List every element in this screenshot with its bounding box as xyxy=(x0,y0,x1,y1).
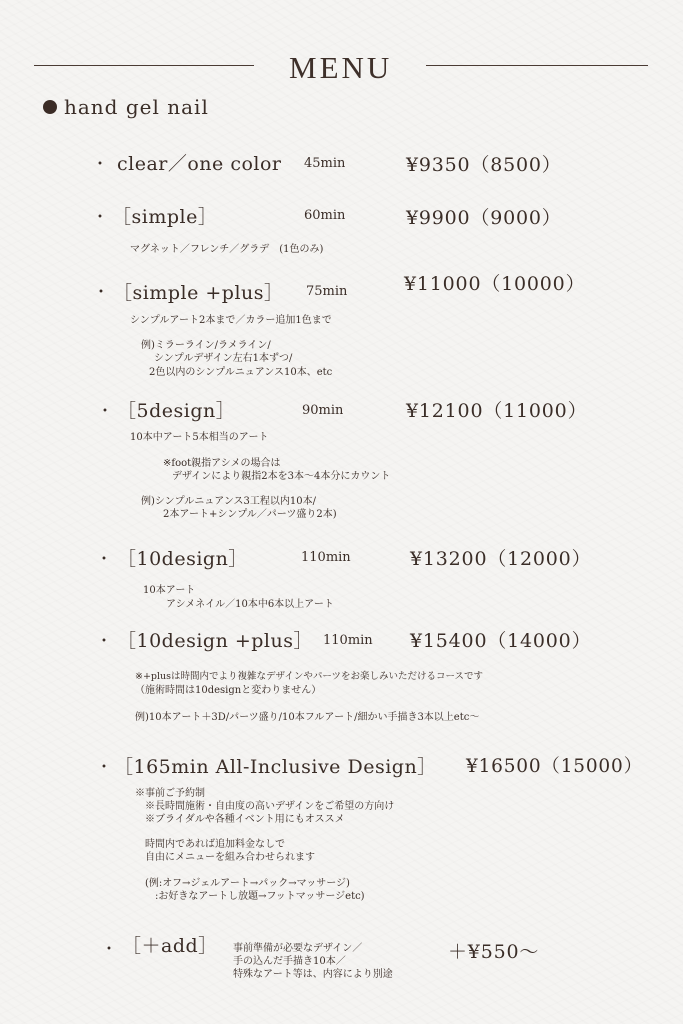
item-name: ［simple +plus］ xyxy=(113,282,284,304)
item-duration: 110min xyxy=(301,550,351,565)
item-note: 例)10本アート＋3D/パーツ盛り/10本フルアート/細かい手描き3本以上etc〜 xyxy=(135,712,480,723)
item-duration: 45min xyxy=(304,156,346,171)
item-price: ¥16500（15000） xyxy=(466,756,643,777)
item-note: 事前準備が必要なデザイン／ xyxy=(233,943,363,954)
item-name: ［10design +plus］ xyxy=(117,630,313,652)
menu-title: MENU xyxy=(289,50,393,85)
item-price: ¥13200（12000） xyxy=(410,548,592,570)
header-rule-right xyxy=(426,65,648,66)
section-bullet-icon xyxy=(43,100,57,114)
item-bullet: ・ xyxy=(97,401,114,420)
item-note: ※事前ご予約制 xyxy=(135,788,205,799)
item-note: 2本アート+シンプル／パーツ盛り2本) xyxy=(163,509,337,520)
item-bullet: ・ xyxy=(96,631,113,650)
item-price: ¥9350（8500） xyxy=(406,154,562,176)
item-note: 10本中アート5本相当のアート xyxy=(130,432,269,443)
item-note: 10本アート xyxy=(143,585,196,596)
item-note: 自由にメニューを組み合わせられます xyxy=(145,852,315,863)
item-note: 手の込んだ手描き10本／ xyxy=(233,956,346,967)
item-duration: 75min xyxy=(306,284,348,299)
item-note: 特殊なアート等は、内容により別途 xyxy=(233,969,393,980)
item-duration: 110min xyxy=(323,633,373,648)
item-bullet: ・ xyxy=(92,154,109,173)
item-note: 時間内であれば追加料金なしで xyxy=(145,839,285,850)
item-note: ※foot親指アシメの場合は xyxy=(163,458,281,469)
item-note: デザインにより親指2本を3本〜4本分にカウント xyxy=(172,471,391,482)
item-bullet: ・ xyxy=(101,939,118,958)
item-price: ¥15400（14000） xyxy=(410,630,592,652)
item-bullet: ・ xyxy=(93,282,110,301)
item-note: ※長時間施術・自由度の高いデザインをご希望の方向け xyxy=(145,801,395,812)
item-note: (例:オフ→ジェルアート→パック→マッサージ) xyxy=(145,878,350,889)
item-note: :お好きなアートし放題→フットマッサージetc) xyxy=(155,891,365,902)
item-bullet: ・ xyxy=(96,757,113,776)
item-price: ¥9900（9000） xyxy=(406,207,562,229)
header-rule-left xyxy=(34,65,254,66)
item-bullet: ・ xyxy=(96,549,113,568)
item-note: 例)シンプルニュアンス3工程以内10本/ xyxy=(141,496,317,507)
item-note: ※ブライダルや各種イベント用にもオススメ xyxy=(145,814,345,825)
item-name: ［＋add］ xyxy=(122,935,218,957)
item-price: ¥12100（11000） xyxy=(406,400,588,422)
item-note: シンプルデザイン左右1本ずつ/ xyxy=(154,353,293,364)
item-name: ［165min All-Inclusive Design］ xyxy=(114,756,437,778)
item-name: ［10design］ xyxy=(117,548,248,570)
item-price: ¥11000（10000） xyxy=(404,273,586,295)
item-name: clear／one color xyxy=(117,153,282,175)
item-duration: 90min xyxy=(302,403,344,418)
item-duration: 60min xyxy=(304,208,346,223)
item-name: ［5design］ xyxy=(117,400,236,422)
item-note: シンプルアート2本まで／カラー追加1色まで xyxy=(130,315,332,326)
section-title: hand gel nail xyxy=(64,95,209,119)
item-price: ＋¥550〜 xyxy=(448,941,540,963)
item-name: ［simple］ xyxy=(112,206,218,228)
item-bullet: ・ xyxy=(92,207,109,226)
item-note: 例)ミラーライン/ラメライン/ xyxy=(141,340,271,351)
item-note: 2色以内のシンプルニュアンス10本、etc xyxy=(149,367,333,378)
item-note: マグネット／フレンチ／グラデ (1色のみ) xyxy=(130,244,324,255)
item-note: （施術時間は10designと変わりません） xyxy=(135,685,322,696)
item-note: アシメネイル／10本中6本以上アート xyxy=(166,599,334,610)
item-note: ※+plusは時間内でより複雑なデザインやパーツをお楽しみいただけるコースです xyxy=(135,671,484,682)
